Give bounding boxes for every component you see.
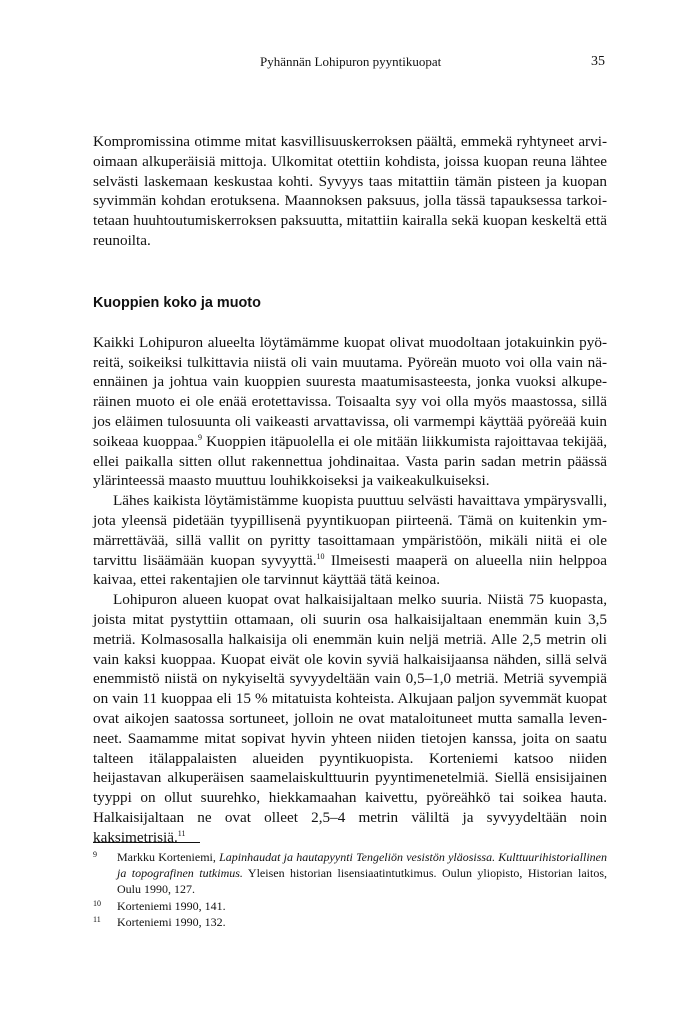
paragraph-shape-text-b: Kuoppien itäpuolella ei ole mitään liikkumista rajoittavaa tekijää, ellei paikalla sitten ollut rakennettua johdinaitaa. Vasta parin sadan metrin päässä ylärinteessä maasto muuttuu louhikkoiseksi ja vaikeakulkuiseksi. [93,432,608,490]
footnotes [93,849,607,930]
footnote-number: 11 [93,914,101,924]
paragraph-size [93,590,607,847]
paragraph-embankment-text-b: Ilmeisesti maaperä on alueella niin helppoa kaivaa, ettei rakentajien ole tarvinnut käyttää tätä keinoa. [93,551,607,589]
body-text [93,132,607,848]
footnote-text: Korteniemi 1990, 141. [117,898,226,913]
footnote-10 [93,898,607,914]
footnote-ref-9[interactable]: 9 [197,432,202,442]
footnote-ref-11[interactable]: 11 [177,828,186,838]
running-title: Pyhännän Lohipuron pyyntikuopat [260,54,442,69]
paragraph-shape-text-a: Kaikki Lohipuron alueelta löytämämme kuopat olivat muodoltaan jotakuinkin pyöreitä, soikeiksi tulkittavia niistä oli vain muutama. Pyöreän muoto voi olla vain näennäinen ja johtua vain kuoppien suuresta maatumisasteesta, jonka vuoksi alkuperäinen muoto ei ole enää erotettavissa. Toisaalta syy voi olla myös maastossa, sillä jos eläimen tulosuunta oli vaikeasti arvattavissa, oli varmempi käyttää pyöreää kuin soikeaa kuoppaa. [93,333,607,450]
paragraph-embankment [93,491,607,590]
footnote-number: 9 [93,850,97,859]
footnote-text: Korteniemi 1990, 132. [117,914,226,929]
footnote-work-title: Lapinhaudat ja hautapyynti Tengeliön vesistön yläosissa. Kulttuurihistoriallinen ja topografinen tutkimus. [117,850,607,881]
footnote-number: 10 [93,898,101,908]
paragraph-compromise: Kompromissina otimme mitat kasvillisuuskerroksen päältä, emmekä ryhtyneet arvioimaan alkuperäisiä mittoja. Ulkomitat otettiin kohdista, joissa kuopan reuna lähtee selvästi laskemaan keskustaa kohti. Syvyys taas mitattiin tämän pisteen ja kuopan syvimmän kohdan erotuksena. Maannoksen paksuus, jolla tässä tapauksessa tarkoitetaan huuhtoutumiskerroksen paksuutta, mitattiin kairalla sekä kuopan keskeltä että reunoilta. [93,133,607,249]
footnote-author: Markku Korteniemi, [117,850,220,864]
paragraph-shape [93,333,607,491]
page-number: 35 [591,54,605,69]
footnote-11 [93,914,607,930]
footnote-publication: Yleisen historian lisensiaatintutkimus. Oulun yliopisto, Historian laitos, Oulu 1990, 127. [117,866,607,897]
paragraph-size-text: Lohipuron alueen kuopat ovat halkaisijaltaan melko suuria. Niistä 75 kuopasta, joista mitat pystyttiin ottamaan, oli suurin osa halkaisijaltaan enemmän kuin 3,5 metriä. Kolmasosalla halkaisija oli enemmän kuin neljä metriä. Alle 2,5 metrin oli vain kaksi kuoppaa. Kuopat eivät ole kovin syviä halkaisijaansa nähden, sillä selvä enemmistö niistä on nykyiseltä syvyydeltään vain 0,5–1,0 metriä. Metriä syvempiä on vain 11 kuoppaa eli 15 % mitatuista kohteista. Alkujaan paljon syvemmät kuopat ovat aikojen saatossa sortuneet, jolloin ne ovat mataloituneet mutta samalla levenneet. Saamamme mitat sopivat hyvin yhteen niiden tietojen kanssa, joita on saatu talteen itälappalaisten alueiden pyyntikuopista. Korteniemi katsoo niiden heijastavan alkuperäisen saamelaiskulttuurin pyyntimenetelmiä. Siellä ensisijainen tyyppi on ollut suurehko, hiekkamaahan kaivettu, pyöreähkö tai soikea hauta. Halkaisijaltaan ne ovat olleet 2,5–4 metrin väliltä ja syvyydeltään noin kaksimetrisiä. [93,591,607,846]
footnote-9 [93,849,607,898]
section-heading: Kuoppien koko ja muoto [93,294,261,311]
footnote-ref-10[interactable]: 10 [316,551,325,561]
paragraph-embankment-text-a: Lähes kaikista löytämistämme kuopista puuttuu selvästi havaittava ympärysvalli, jota yleensä pidetään tyypillisenä pyyntikuopan piirteenä. Tämä on kuitenkin ymmärrettävää, sillä vallit on pyritty tasoittamaan ympäristöön, mikäli niitä ei ole tarvittu lisäämään kuopan syvyyttä. [93,492,607,569]
footnote-separator [93,842,200,843]
